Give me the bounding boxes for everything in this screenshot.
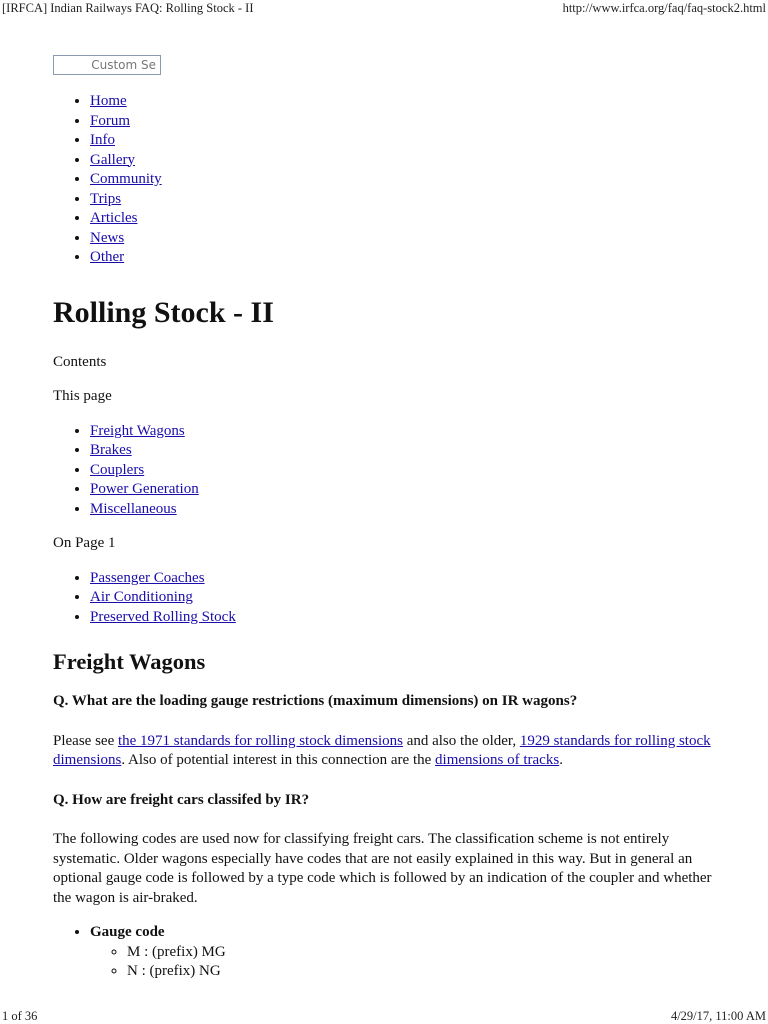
code-list [53,923,713,982]
this-page-toc [53,422,713,520]
toc-link-passenger-coaches[interactable]: Passenger Coaches [90,569,205,586]
toc-link-preserved-rolling-stock[interactable]: Preserved Rolling Stock [90,608,236,625]
question-freight-classification: Q. How are freight cars classifed by IR? [53,791,310,808]
site-nav [53,92,713,268]
nav-link-news[interactable]: News [90,229,125,246]
print-footer-page: 1 of 36 [2,1009,38,1023]
nav-item-community [90,170,713,190]
nav-link-info[interactable]: Info [90,132,115,148]
nav-item-trips [90,190,713,210]
answer-text: and also the older, [402,732,520,749]
gauge-code-label: Gauge code [90,924,165,940]
print-header-url: http://www.irfca.org/faq/faq-stock2.html [562,1,766,15]
toc-link-brakes[interactable]: Brakes [90,442,132,458]
link-1929-standards[interactable]: 1929 standards for rolling stock dimensions [53,732,711,768]
nav-item-info [90,131,713,151]
toc-item [90,588,713,608]
toc-item [90,441,713,461]
nav-item-forum [90,112,713,132]
section-heading-freight-wagons: Freight Wagons [53,649,206,674]
toc-link-power-generation[interactable]: Power Generation [90,481,199,497]
toc-item [90,500,713,520]
toc-link-miscellaneous[interactable]: Miscellaneous [90,500,177,517]
search-placeholder: Custom Se [91,58,156,72]
nav-item-news [90,229,713,249]
answer-text: . Also of potential interest in this connection are the [121,752,436,768]
answer-text: . [559,752,563,768]
link-dimensions-of-tracks[interactable]: dimensions of tracks [435,752,560,768]
this-page-label: This page [53,388,112,404]
list-item: ◦ M : (prefix) MG [127,943,713,963]
list-item-gauge-code [90,923,713,982]
page-content [53,55,713,982]
toc-item [90,569,713,589]
answer-loading-gauge [53,732,713,771]
page-title: Rolling Stock - II [53,295,274,329]
print-footer-datetime: 4/29/17, 11:00 AM [670,1009,766,1023]
toc-item [90,608,713,628]
nav-item-articles [90,209,713,229]
print-header-title: [IRFCA] Indian Railways FAQ: Rolling Stock - II [2,1,254,15]
toc-item [90,461,713,481]
gauge-code-sublist [90,943,713,982]
on-page1-label: On Page 1 [53,535,116,551]
nav-link-other[interactable]: Other [90,249,125,265]
link-1971-standards[interactable]: the 1971 standards for rolling stock dimensions [117,732,403,749]
on-page1-toc [53,569,713,628]
answer-text: Please see [53,732,118,749]
nav-link-gallery[interactable]: Gallery [90,151,135,168]
toc-link-couplers[interactable]: Couplers [90,461,145,478]
print-header [0,0,768,20]
print-footer [0,1009,768,1024]
nav-item-other [90,248,713,268]
nav-item-home [90,92,713,112]
list-item: ◦ N : (prefix) NG [127,962,713,982]
contents-label: Contents [53,353,107,370]
nav-link-home[interactable]: Home [90,93,127,109]
toc-item [90,422,713,442]
toc-link-air-conditioning[interactable]: Air Conditioning [90,589,193,605]
question-loading-gauge: Q. What are the loading gauge restrictions (maximum dimensions) on IR wagons? [53,693,578,709]
nav-link-community[interactable]: Community [90,171,162,187]
nav-item-gallery [90,151,713,171]
nav-link-articles[interactable]: Articles [90,210,138,226]
answer-freight-classification: The following codes are used now for classifying freight cars. The classification scheme is not entirely systematic. Older wagons especially have codes that are not easily explained in this way. But in general an optional gauge code is followed by a type code which is followed by an indication of the coupler and whether the wagon is air-braked. [53,831,712,906]
nav-link-forum[interactable]: Forum [90,112,131,129]
toc-link-freight-wagons[interactable]: Freight Wagons [90,422,185,439]
nav-link-trips[interactable]: Trips [90,190,122,207]
search-input[interactable] [53,55,161,75]
toc-item [90,480,713,500]
